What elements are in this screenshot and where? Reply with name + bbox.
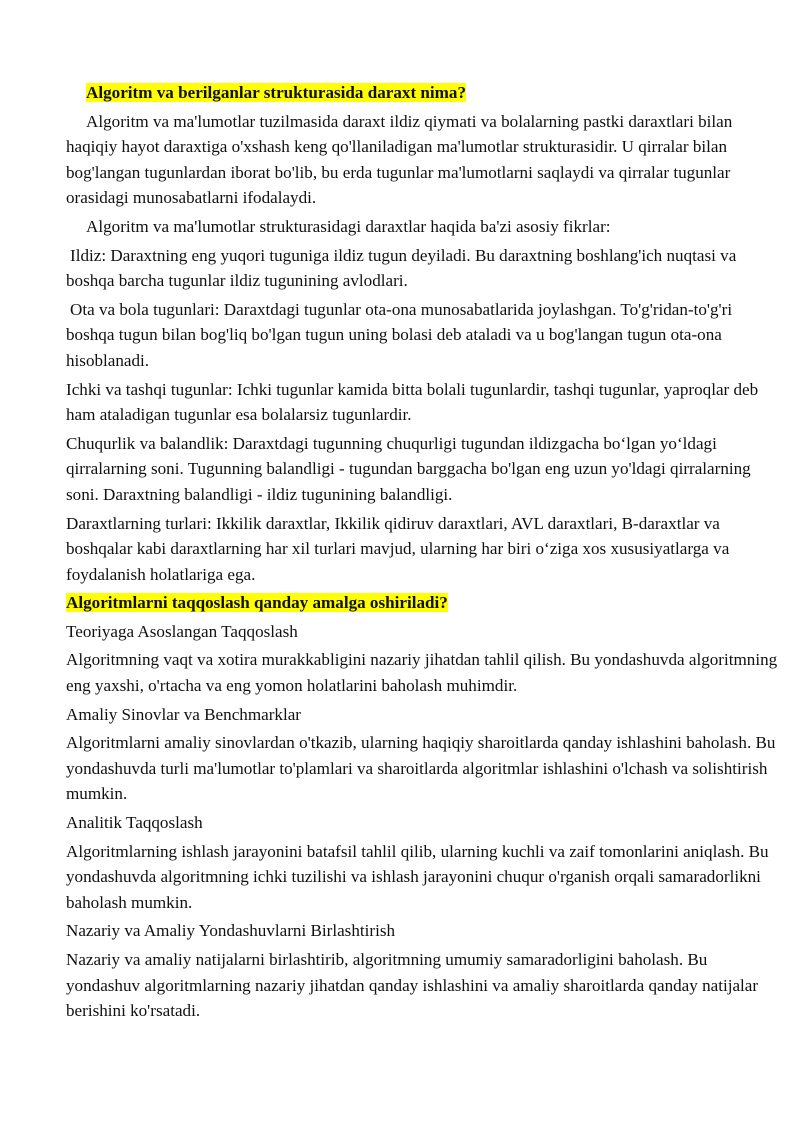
document-page bbox=[66, 80, 780, 1027]
section-title-theory: Teoriyaga Asoslangan Taqqoslash bbox=[66, 621, 298, 641]
section-body-analytic: Algoritmlarning ishlash jarayonini batafsil tahlil qilib, ularning kuchli va zaif tomonlarini aniqlash. Bu yondashuvda algoritmning ichki tuzilishi va ishlash jarayonini chuqur o'rganish orqali samaradorlikni baholash mumkin. bbox=[66, 841, 769, 912]
point-internal-external: Ichki va tashqi tugunlar: Ichki tugunlar kamida bitta bolali tugunlardir, tashqi tugunlar, yaproqlar deb ham ataladigan tugunlar esa bolalarsiz tugunlardir. bbox=[66, 379, 759, 425]
section-body-theory: Algoritmning vaqt va xotira murakkabligini nazariy jihatdan tahlil qilish. Bu yondashuvda algoritmning eng yaxshi, o'rtacha va eng yomon holatlarini baholash muhimdir. bbox=[66, 650, 778, 696]
heading-tree-text: Algoritm va berilganlar strukturasida daraxt nima? bbox=[86, 83, 467, 102]
section-title-analytic: Analitik Taqqoslash bbox=[66, 813, 203, 833]
heading-tree bbox=[86, 80, 780, 106]
intro-paragraph-2: Algoritm va ma'lumotlar strukturasidagi daraxtlar haqida ba'zi asosiy fikrlar: bbox=[86, 216, 611, 236]
point-root: Ildiz: Daraxtning eng yuqori tuguniga ildiz tugun deyiladi. Bu daraxtning boshlang'ich nuqtasi va boshqa barcha tugunlar ildiz tugunining avlodlari. bbox=[66, 245, 737, 291]
point-parent-child: Ota va bola tugunlari: Daraxtdagi tugunlar ota-ona munosabatlarida joylashgan. To'g'ridan-to'g'ri boshqa tugun bilan bog'liq bo'lgan tugun uning bolasi deb ataladi va u bog'langan tugun ota-ona hisoblanadi. bbox=[66, 299, 733, 370]
heading-comparison-text: Algoritmlarni taqqoslash qanday amalga oshiriladi? bbox=[66, 593, 448, 613]
section-title-practical: Amaliy Sinovlar va Benchmarklar bbox=[66, 704, 301, 724]
heading-comparison bbox=[66, 590, 780, 616]
point-depth-height: Chuqurlik va balandlik: Daraxtdagi tugunning chuqurligi tugundan ildizgacha bo‘lgan yo‘ldagi qirralarning soni. Tugunning balandligi - tugundan barggacha bo'lgan eng uzun yo'ldagi qirralarning soni. Daraxtning balandligi - ildiz tugunining balandligi. bbox=[66, 433, 751, 504]
intro-paragraph-1: Algoritm va ma'lumotlar tuzilmasida daraxt ildiz qiymati va bolalarning pastki daraxtlari bilan haqiqiy hayot daraxtiga o'xshash keng qo'llaniladigan ma'lumotlar strukturasidir. U qirralar bilan bog'langan tugunlardan iborat bo'lib, bu erda tugunlar ma'lumotlarni saqlaydi va qirralar tugunlar orasidagi munosabatlarni ifodalaydi. bbox=[66, 111, 733, 208]
point-tree-types: Daraxtlarning turlari: Ikkilik daraxtlar, Ikkilik qidiruv daraxtlari, AVL daraxtlari, B-daraxtlar va boshqalar kabi daraxtlarning har xil turlari mavjud, ularning har biri o‘ziga xos xususiyatlarga va foydalanish holatlariga ega. bbox=[66, 513, 730, 584]
section-body-practical: Algoritmlarni amaliy sinovlardan o'tkazib, ularning haqiqiy sharoitlarda qanday ishlashini baholash. Bu yondashuvda turli ma'lumotlar to'plamlari va sharoitlarda algoritmlar ishlashini o'lchash va solishtirish mumkin. bbox=[66, 733, 776, 804]
section-body-combined: Nazariy va amaliy natijalarni birlashtirib, algoritmning umumiy samaradorligini baholash. Bu yondashuv algoritmlarning nazariy jihatdan qanday ishlashini va amaliy sharoitlarda qanday natijalar berishini ko'rsatadi. bbox=[66, 950, 759, 1021]
section-title-combined: Nazariy va Amaliy Yondashuvlarni Birlashtirish bbox=[66, 921, 396, 941]
